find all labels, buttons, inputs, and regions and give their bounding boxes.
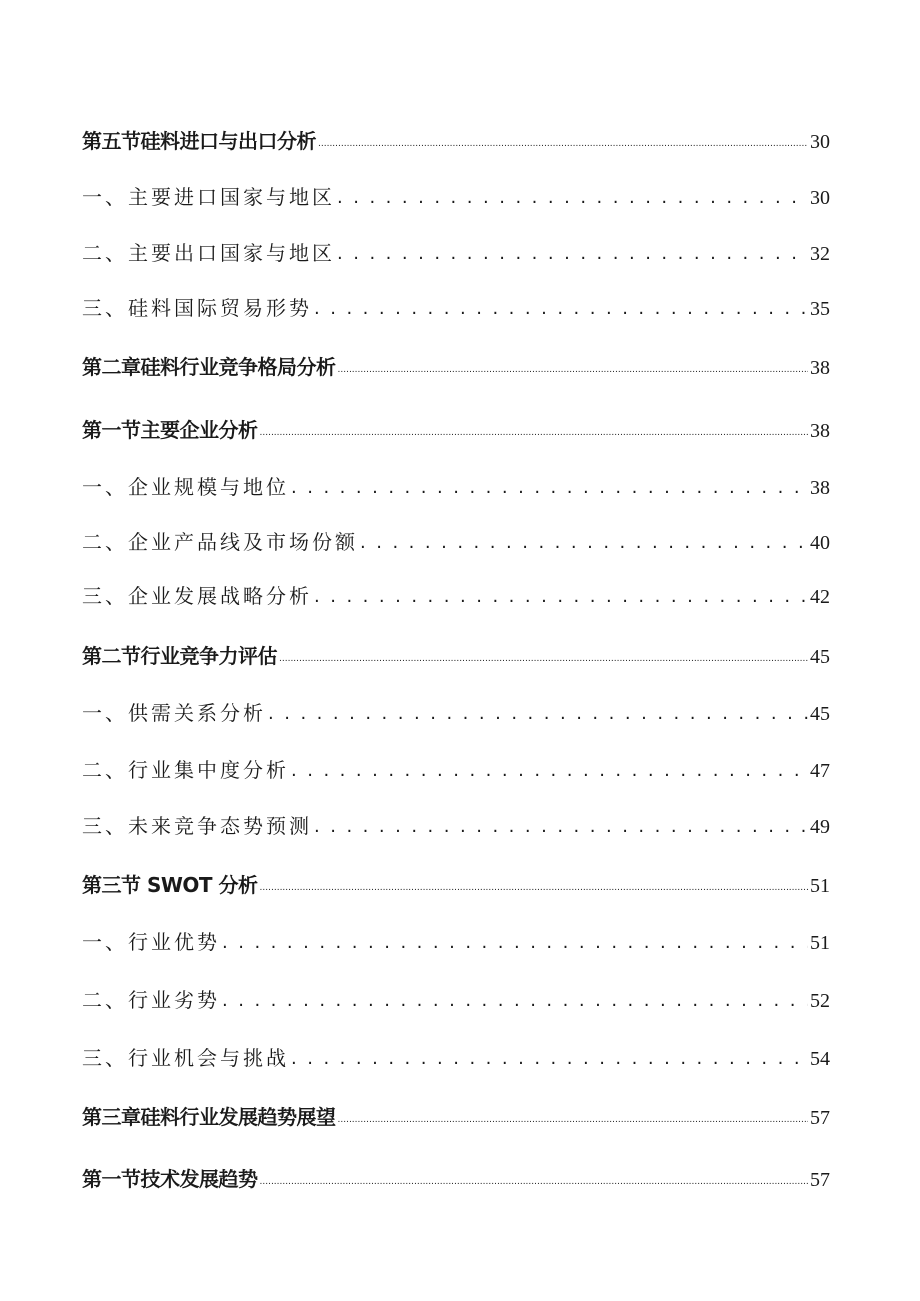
toc-page-number: 57 — [810, 1169, 830, 1191]
dot-leader — [337, 189, 808, 210]
toc-entry-title: 第三节 SWOT 分析 — [82, 873, 258, 897]
toc-entry[interactable] — [82, 521, 830, 555]
toc-entry-title: 三、硅料国际贸易形势 — [82, 296, 312, 320]
dot-leader — [318, 140, 808, 154]
toc-page-number: 42 — [810, 586, 830, 608]
toc-entry-title: 一、企业规模与地位 — [82, 475, 289, 499]
toc-entry-title: 第一节技术发展趋势 — [82, 1167, 258, 1191]
toc-entry-title: 二、行业劣势 — [82, 988, 220, 1012]
toc-entry-title: 第二章硅料行业竞争格局分析 — [82, 355, 336, 379]
toc-entry-title: 三、企业发展战略分析 — [82, 584, 312, 608]
toc-page-number: 52 — [810, 990, 830, 1012]
toc-entry-title: 第一节主要企业分析 — [82, 418, 258, 442]
toc-entry-title: 一、供需关系分析 — [82, 701, 266, 725]
toc-page-number: 40 — [810, 532, 830, 554]
toc-entry[interactable] — [82, 346, 830, 380]
toc-page-number: 45 — [810, 703, 830, 725]
toc-page-number: 57 — [810, 1107, 830, 1129]
toc-entry[interactable] — [82, 864, 830, 898]
toc-page-number: 47 — [810, 760, 830, 782]
toc-page-number: 38 — [810, 420, 830, 442]
dot-leader — [260, 1178, 809, 1192]
toc-entry-title: 二、主要出口国家与地区 — [82, 241, 335, 265]
toc-entry[interactable] — [82, 921, 830, 955]
toc-page-number: 38 — [810, 477, 830, 499]
toc-entry[interactable] — [82, 692, 830, 726]
dot-leader — [338, 1116, 809, 1130]
toc-entry[interactable] — [82, 1037, 830, 1071]
toc-entry[interactable] — [82, 979, 830, 1013]
toc-page-number: 45 — [810, 646, 830, 668]
toc-entry-title: 三、行业机会与挑战 — [82, 1046, 289, 1070]
toc-page-number: 35 — [810, 298, 830, 320]
toc-page-number: 51 — [810, 932, 830, 954]
dot-leader — [337, 245, 808, 266]
dot-leader — [260, 429, 809, 443]
toc-page-number: 30 — [810, 131, 830, 153]
toc-page-number: 32 — [810, 243, 830, 265]
dot-leader — [291, 762, 808, 783]
toc-entry-title: 第五节硅料进口与出口分析 — [82, 129, 316, 153]
toc-entry[interactable] — [82, 466, 830, 500]
dot-leader — [314, 588, 808, 609]
toc-entry[interactable] — [82, 749, 830, 783]
toc-entry[interactable] — [82, 176, 830, 210]
toc-entry[interactable] — [82, 232, 830, 266]
toc-entry[interactable] — [82, 409, 830, 443]
dot-leader — [314, 818, 808, 839]
toc-entry[interactable] — [82, 635, 830, 669]
toc-entry[interactable] — [82, 805, 830, 839]
toc-entry-title: 二、行业集中度分析 — [82, 758, 289, 782]
toc-entry[interactable] — [82, 1158, 830, 1192]
dot-leader — [279, 655, 808, 669]
toc-page-number: 51 — [810, 875, 830, 897]
toc-entry[interactable] — [82, 287, 830, 321]
toc-entry-title: 第三章硅料行业发展趋势展望 — [82, 1105, 336, 1129]
dot-leader — [360, 534, 808, 555]
dot-leader — [222, 934, 808, 955]
toc-entry-title: 一、行业优势 — [82, 930, 220, 954]
toc-entry-title: 一、主要进口国家与地区 — [82, 185, 335, 209]
dot-leader — [291, 1050, 808, 1071]
dot-leader — [338, 366, 809, 380]
dot-leader — [291, 479, 808, 500]
toc-entry[interactable] — [82, 1096, 830, 1130]
dot-leader — [260, 884, 808, 898]
toc-entry[interactable] — [82, 575, 830, 609]
toc-page-number: 30 — [810, 187, 830, 209]
toc-page-number: 49 — [810, 816, 830, 838]
toc-entry-title: 第二节行业竞争力评估 — [82, 644, 277, 668]
toc-page-number: 38 — [810, 357, 830, 379]
toc-page-number: 54 — [810, 1048, 830, 1070]
dot-leader — [268, 705, 808, 726]
toc-entry[interactable] — [82, 120, 830, 154]
toc-entry-title: 二、企业产品线及市场份额 — [82, 530, 358, 554]
dot-leader — [222, 992, 808, 1013]
toc-entry-title: 三、未来竞争态势预测 — [82, 814, 312, 838]
dot-leader — [314, 300, 808, 321]
